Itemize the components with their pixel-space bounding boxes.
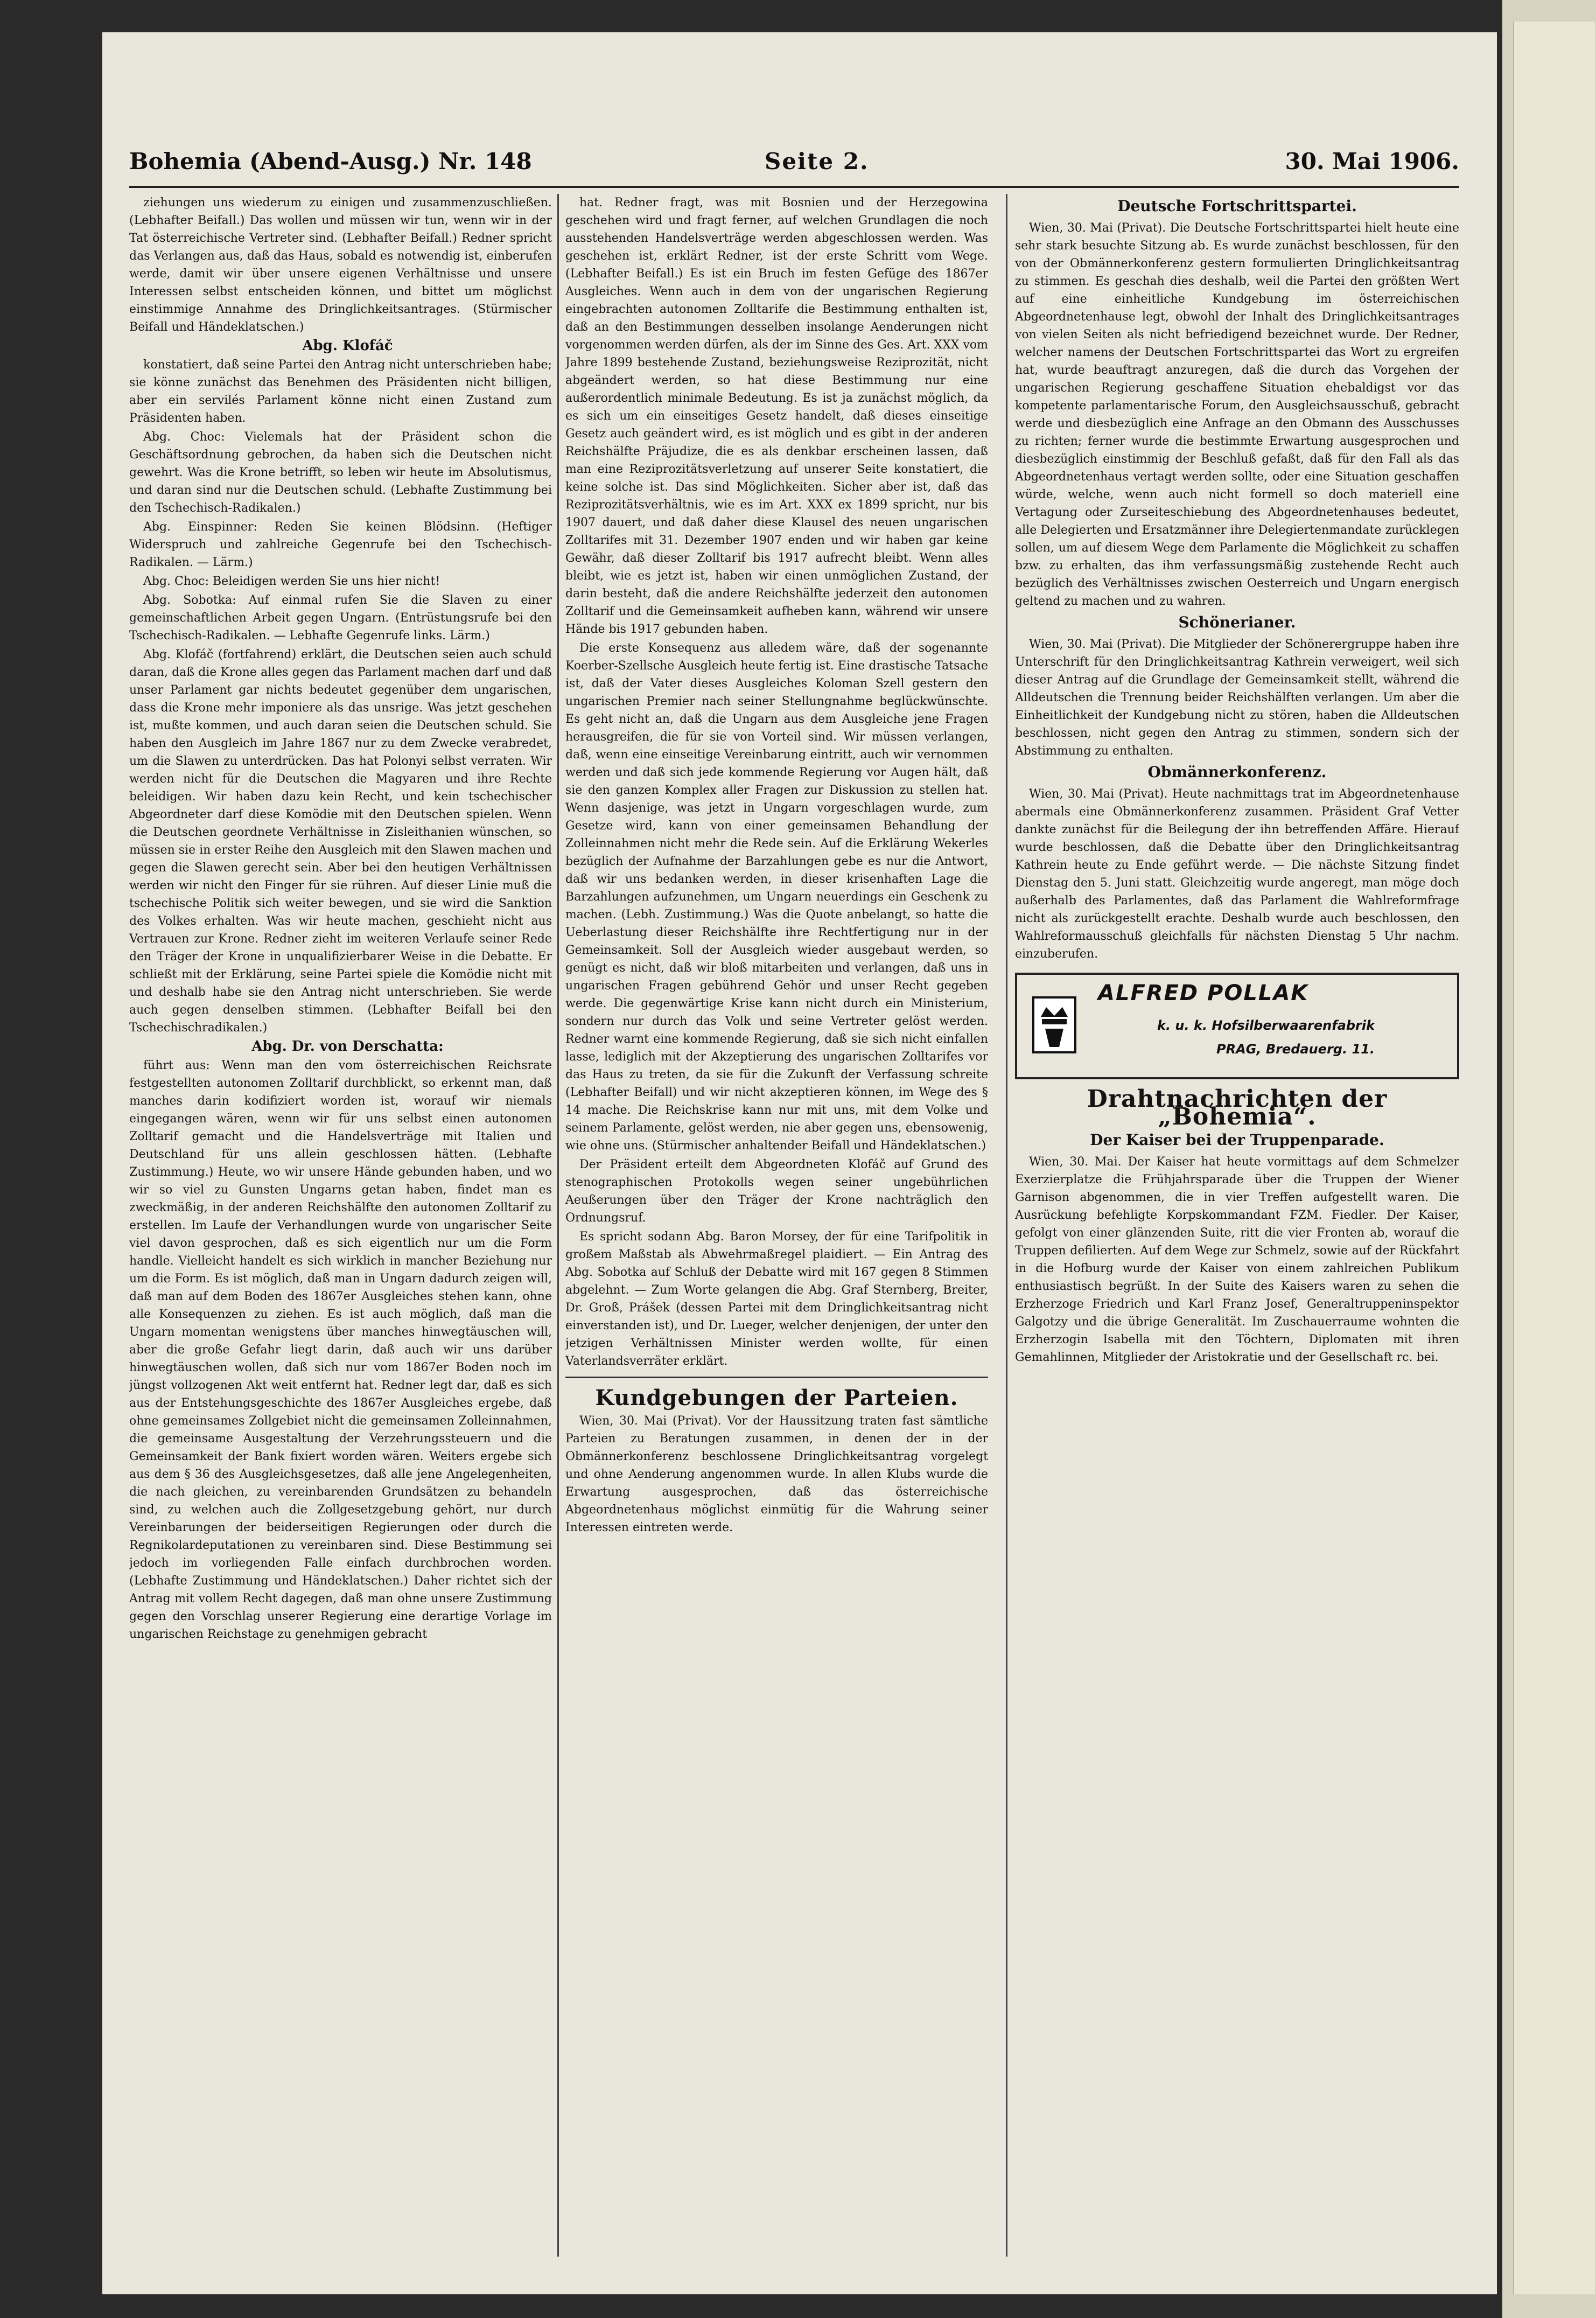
paragraph: ziehungen uns wiederum zu einigen und zusammenzuschließen. (Lebhafter Beifall.) Das wollen und müssen wir tun, wenn wir in der Tat österreichische Vertreter sind. (Lebhafter Beifall.) Redner spricht das Verlangen aus, daß das Haus, sobald es notwendig ist, einberufen werde, damit wir über unsere eigenen Verhältnisse und unsere Interessen selbst entscheiden können, und bittet um möglichst einstimmige Annahme des Dringlichkeitsantrages. (Stürmischer Beifall und Händeklatschen.) bbox=[129, 196, 552, 334]
paragraph: Wien, 30. Mai. Der Kaiser hat heute vormittags auf dem Schmelzer Exerzierplatze die Frühjahrsparade über die Truppen der Wiener Garnison abgenommen, die in vier Treffen aufgestellt waren. Die Ausrückung befehligte Korpskommandant FZM. Fiedler. Der Kaiser, gefolgt von einer glänzenden Suite, ritt die vier Fronten ab, worauf die Truppen defilierten. Auf dem Wege zur Schmelz, sowie auf der Rückfahrt in die Hofburg wurde der Kaiser von einem zahlreichen Publikum enthusiastisch begrüßt. In der Suite des Kaisers waren zu sehen die Erzherzoge Friedrich und Karl Franz Josef, Generaltruppeninspektor Galgotzy und die übrige Generalität. Im Zuschauerraume wohnten die Erzherzogin Isabella mit den Töchtern, Diplomaten mit ihren Gemahlinnen, Mitglieder der Aristokratie und der Gesellschaft rc. bei. bbox=[1015, 1155, 1459, 1364]
speaker-heading: Abg. Dr. von Derschatta: bbox=[251, 1038, 444, 1055]
header-date: 30. Mai 1906. bbox=[1285, 148, 1459, 174]
column-1 bbox=[129, 194, 552, 2257]
paragraph: hat. Redner fragt, was mit Bosnien und der Herzegowina geschehen wird und fragt ferner, auf welchen Grundlagen die noch ausstehenden Handelsverträge werden abgeschlossen werden. Was geschehen ist, erklärt Redner, ist der erste Schritt vom Wege. (Lebhafter Beifall.) Es ist ein Bruch im festen Gefüge des 1867er Ausgleiches. Wenn auch in dem von der ungarischen Regierung eingebrachten autonomen Zolltarife die Bestimmung enthalten ist, daß an den Bestimmungen desselben insolange Aenderungen nicht vorgenommen werden dürfen, als der im Sinne des Ges. Art. XXX vom Jahre 1899 bestehende Zustand, beziehungsweise Reziprozität, nicht abgeändert werden, so hat diese Bestimmung nur eine außerordentlich minimale Bedeutung. Es ist ja zunächst möglich, da es sich um ein einseitiges Gesetz handelt, daß dieses einseitige Gesetz auch geändert wird, es ist möglich und es gibt in der anderen Reichshälfte Präjudize, die es als denkbar erscheinen lassen, daß man eine Reziprozitätsverletzung auf unserer Seite konstatiert, die keine solche ist. Das sind Möglichkeiten. Sicher aber ist, daß das Reziprozitätsverhältnis, wie es im Art. XXX ex 1899 spricht, nur bis 1907 dauert, und daß daher diese Klausel des neuen ungarischen Zolltarifes mit 31. Dezember 1907 enden und wir haben gar keine Gewähr, daß dieser Zolltarif bis 1917 aufrecht bleibt. Wenn alles bleibt, wie es jetzt ist, haben wir einen unmöglichen Zustand, der darin besteht, daß die andere Reichshälfte jederzeit den autonomen Zolltarif und die Gemeinsamkeit aufheben kann, während wir unsere Hände bis 1917 gebunden haben. bbox=[565, 196, 988, 636]
column-separator bbox=[557, 194, 559, 2257]
header-issue: Bohemia (Abend-Ausg.) Nr. 148 bbox=[129, 148, 532, 174]
article-heading-truppenparade: Der Kaiser bei der Truppenparade. bbox=[1090, 1131, 1384, 1149]
paragraph: Wien, 30. Mai (Privat). Die Deutsche Fortschrittspartei hielt heute eine sehr stark besuchte Sitzung ab. Es wurde zunächst beschlossen, für den von der Obmännerkonferenz gestern formulierten Dringlichkeitsantrag zu stimmen. Es geschah dies deshalb, weil die Partei den größten Wert auf eine einheitliche Kundgebung im österreichischen Abgeordnetenhause legt, obwohl der Inhalt des Dringlichkeitsantrages von vielen Seiten als nicht befriedigend bezeichnet wurde. Der Redner, welcher namens der Deutschen Fortschrittspartei das Wort zu ergreifen hat, wurde beauftragt anzuregen, daß die durch das Vorgehen der ungarischen Regierung geschaffene Situation ehebaldigst vor das kompetente parlamentarische Forum, den Ausgleichsausschuß, gebracht werde und diesbezüglich eine Anfrage an den Obmann des Ausschusses zu richten; ferner wurde die bestimmte Erwartung ausgesprochen und diesbezüglich einstimmig der Beschluß gefaßt, daß für den Fall als das Abgeordnetenhaus vertagt werden sollte, oder eine Situation geschaffen würde, welche, wenn auch nicht formell so doch materiell eine Vertagung oder Zurseiteschiebung des Abgeordnetenhauses bedeutet, alle Delegierten und Ersatzmänner ihre Delegiertenmandate zurücklegen sollen, um auf diesem Wege dem Parlamente die Möglichkeit zu schaffen bzw. zu erhalten, das ihm verfassungsmäßig zustehende Recht auch bezüglich des Verhältnisses zwischen Oesterreich und Ungarn energisch geltend zu machen und zu wahren. bbox=[1015, 221, 1459, 608]
column-2 bbox=[565, 194, 988, 2257]
paragraph: Wien, 30. Mai (Privat). Die Mitglieder der Schönerergruppe haben ihre Unterschrift für den Dringlichkeitsantrag Kathrein verweigert, weil sich dieser Antrag auf die Grundlage der Gemeinsamkeit stellt, während die Alldeutschen die Trennung beider Reichshälften verlangen. Um aber die Einheitlichkeit der Kundgebung nicht zu stören, haben die Alldeutschen beschlossen, nicht gegen den Antrag zu stimmen, sondern sich der Abstimmung zu enthalten. bbox=[1015, 638, 1459, 758]
paragraph: Die erste Konsequenz aus alledem wäre, daß der sogenannte Koerber-Szellsche Ausgleich heute fertig ist. Eine drastische Tatsache ist, daß der Vater dieses Ausgleiches Koloman Szell gestern den ungarischen Premier nach seiner Stellungnahme beglückwünschte. Es geht nicht an, daß die Ungarn aus dem Ausgleiche jene Fragen herausgreifen, die für sie von Vorteil sind. Wir müssen verlangen, daß, wenn eine einseitige Vereinbarung eintritt, auch wir vernommen werden und daß sich jede kommende Regierung vor Augen hält, daß sie den ganzen Komplex aller Fragen zur Diskussion zu stellen hat. Wenn dasjenige, was jetzt in Ungarn vorgeschlagen wurde, zum Gesetze wird, kann von einer gemeinsamen Behandlung der Zolleinnahmen nicht mehr die Rede sein. Auf die Erklärung Wekerles bezüglich der Aufnahme der Barzahlungen gebe es nur die Antwort, daß wir uns bedanken werden, in dieser krisenhaften Lage die Barzahlungen aufzunehmen, um Ungarn neuerdings ein Geschenk zu machen. (Lebh. Zustimmung.) Was die Quote anbelangt, so hatte die Ueberlastung dieser Reichshälfte ihre Rechtfertigung nur in der Gemeinsamkeit. Soll der Ausgleich wieder ausgebaut werden, so genügt es nicht, daß wir bloß mitarbeiten und verlangen, daß uns in ungarischen Fragen gebührend Gehör und unser Recht gegeben werde. Die gegenwärtige Krise kann nicht durch ein Ministerium, sondern nur durch das Volk und seine Vertreter gelöst werden. Redner warnt eine kommende Regierung, daß sie sich nicht einfallen lasse, lediglich mit der Akzeptierung des ungarischen Zolltarifes vor das Haus zu treten, da sie für die Zukunft der Verfassung schreite (Lebhafter Beifall) und wir nicht akzeptieren können, im Wege des § 14 mache. Die Reichskrise kann nur mit uns, mit dem Volke und seinem Parlamente, gelöst werden, nie aber gegen uns, ebensowenig, wie ohne uns. (Stürmischer anhaltender Beifall und Händeklatschen.) bbox=[565, 641, 988, 1153]
paragraph: Es spricht sodann Abg. Baron Morsey, der für eine Tarifpolitik in großem Maßstab als Abwehrmaßregel plaidiert. — Ein Antrag des Abg. Sobotka auf Schluß der Debatte wird mit 167 gegen 8 Stimmen abgelehnt. — Zum Worte gelangen die Abg. Graf Sternberg, Breiter, Dr. Groß, Prášek (dessen Partei mit dem Dringlichkeitsantrag nicht einverstanden ist), und Dr. Lueger, welcher denjenigen, der unter den jetzigen Verhältnissen Minister werden wollte, für einen Vaterlandsverräter erklärt. bbox=[565, 1230, 988, 1368]
paragraph: führt aus: Wenn man den vom österreichischen Reichsrate festgestellten autonomen Zolltarif durchblickt, so erkennt man, daß manches darin kodifiziert worden ist, worauf wir niemals eingegangen wären, wenn wir für uns selbst einen autonomen Zolltarif gemacht und die Handelsverträge mit Italien und Deutschland für uns allein geschlossen hätten. (Lebhafte Zustimmung.) Heute, wo wir unsere Hände gebunden haben, und wo wir so viel zu Gunsten Ungarns getan haben, findet man es zweckmäßig, in der anderen Reichshälfte den autonomen Zolltarif zu erstellen. Im Laufe der Verhandlungen wurde von ungarischer Seite viel davon gesprochen, daß es sich eigentlich nur um die Form handle. Vielleicht handelt es sich wirklich in mancher Beziehung nur um die Form. Es ist möglich, daß man in Ungarn dadurch zeigen will, daß man auf dem Boden des 1867er Ausgleiches stehen kann, ohne alle Konsequenzen zu ziehen. Es ist auch möglich, daß man die Ungarn momentan wenigstens über manches hinwegtäuschen will, aber die große Gefahr liegt darin, daß auch wir uns darüber hinwegtäuschen wollen, daß sich nur vom 1867er Boden noch im jüngst vollzogenen Akt weit entfernt hat. Redner legt dar, daß es sich aus der Entstehungsgeschichte des 1867er Ausgleiches ergebe, daß ohne gemeinsames Zollgebiet nicht die gemeinsamen Zolleinnahmen, die gemeinsame Ausgestaltung der Verzehrungssteuern und die Gemeinsamkeit der Bank fixiert worden wären. Weiters ergebe sich aus dem § 36 des Ausgleichsgesetzes, daß alle jene Angelegenheiten, die nach gleichen, zu vereinbarenden Grundsätzen zu behandeln sind, zu welchen auch die Zollgesetzgebung gehört, nur durch Vereinbarungen der beiderseitigen Regierungen oder durch die Regnikolardeputationen zu vereinbaren sind. Diese Bestimmung sei jedoch im vorliegenden Falle einfach durchbrochen worden. (Lebhafte Zustimmung und Händeklatschen.) Daher richtet sich der Antrag mit vollem Recht dagegen, daß man ohne unsere Zustimmung gegen den Vorschlag unserer Regierung eine derartige Vorlage im ungarischen Reichstage zu genehmigen gebracht bbox=[129, 1059, 552, 1641]
section-rule bbox=[565, 1377, 988, 1378]
paragraph: Wien, 30. Mai (Privat). Vor der Haussitzung traten fast sämtliche Parteien zu Beratungen zusammen, in denen der in der Obmännerkonferenz beschlossene Dringlichkeitsantrag vorgelegt und ohne Aenderung angenommen wurde. In allen Klubs wurde die Erwartung ausgesprochen, daß das österreichische Abgeordnetenhaus möglichst einmütig für die Wahrung seiner Interessen eintreten werde. bbox=[565, 1414, 988, 1534]
paragraph: Abg. Choc: Vielemals hat der Präsident schon die Geschäftsordnung gebrochen, da haben sich die Deutschen nicht gewehrt. Was die Krone betrifft, so leben wir heute im Absolutismus, und daran sind nur die Deutschen schuld. (Lebhafte Zustimmung bei den Tschechisch-Radikalen.) bbox=[129, 430, 552, 515]
page-header bbox=[129, 148, 1459, 186]
column-3 bbox=[1015, 194, 1459, 2257]
ad-company-address: PRAG, Bredauerg. 11. bbox=[1216, 1042, 1375, 1057]
paragraph: Abg. Sobotka: Auf einmal rufen Sie die Slaven zu einer gemeinschaftlichen Arbeit gegen Ungarn. (Entrüstungsrufe bei den Tschechisch-Radikalen. — Lebhafte Gegenrufe links. Lärm.) bbox=[129, 594, 552, 643]
section-heading-kundgebungen: Kundgebungen der Parteien. bbox=[595, 1385, 958, 1411]
ad-company-name: ALFRED POLLAK bbox=[1098, 981, 1309, 1006]
ad-company-subtitle: k. u. k. Hofsilberwaarenfabrik bbox=[1157, 1018, 1375, 1033]
paragraph: Abg. Choc: Beleidigen werden Sie uns hier nicht! bbox=[143, 575, 440, 588]
section-heading-fortschrittspartei: Deutsche Fortschrittspartei. bbox=[1117, 197, 1357, 215]
section-heading-drahtnachrichten: Drahtnachrichten der „Bohemia“. bbox=[1087, 1085, 1388, 1130]
crown-logo-icon bbox=[1031, 995, 1077, 1055]
speaker-heading: Abg. Klofáč bbox=[302, 338, 393, 354]
advertisement-pollak bbox=[1015, 973, 1459, 1079]
header-page-number: Seite 2. bbox=[765, 148, 869, 174]
paragraph: konstatiert, daß seine Partei den Antrag nicht unterschrieben habe; sie könne zunächst das Benehmen des Präsidenten nicht billigen, aber ein servilés Parlament könne nicht einen Zustand zum Präsidenten haben. bbox=[129, 358, 552, 425]
section-heading-schoenerianer: Schönerianer. bbox=[1178, 613, 1296, 631]
header-rule bbox=[129, 186, 1459, 188]
paragraph: Abg. Klofáč (fortfahrend) erklärt, die Deutschen seien auch schuld daran, daß die Krone alles gegen das Parlament machen darf und daß unser Parlament gar nichts bedeutet gegenüber dem ungarischen, dass die Krone mehr imponiere als das unsrige. Was jetzt geschehen ist, mußte kommen, und auch daran seien die Deutschen schuld. Sie haben den Ausgleich im Jahre 1867 nur zu dem Zwecke verabredet, um die Slawen zu unterdrücken. Das hat Polonyi selbst verraten. Wir werden nicht für die Deutschen die Magyaren und ihre Rechte beleidigen. Wir haben dazu kein Recht, und kein tschechischer Abgeordneter darf diese Komödie mit den Deutschen spielen. Wenn die Deutschen geordnete Verhältnisse in Zisleithanien wünschen, so müssen sie in erster Reihe den Ausgleich mit den Slawen machen und gegen die Slawen gerecht sein. Aber bei den heutigen Verhältnissen werden wir nicht den Finger für sie rühren. Auf dieser Linie muß die tschechische Politik sich weiter bewegen, und sie wird die Sanktion des Volkes erhalten. Was wir heute machen, geschieht nicht aus Vertrauen zur Krone. Redner zieht im weiteren Verlaufe seiner Rede den Träger der Krone in unqualifizierbarer Weise in die Debatte. Er schließt mit der Erklärung, seine Partei spiele die Komödie nicht mit und deshalb habe sie den Antrag nicht unterschrieben. Sie werde auch gegen denselben stimmen. (Lebhafter Beifall bei den Tschechischradikalen.) bbox=[129, 648, 552, 1035]
newspaper-page bbox=[102, 32, 1497, 2294]
paragraph: Abg. Einspinner: Reden Sie keinen Blödsinn. (Heftiger Widerspruch und zahlreiche Gegenrufe bei den Tschechisch-Radikalen. — Lärm.) bbox=[129, 520, 552, 569]
section-heading-obmaennerkonferenz: Obmännerkonferenz. bbox=[1147, 763, 1327, 781]
adjacent-page-edge bbox=[1502, 0, 1596, 2318]
paragraph: Wien, 30. Mai (Privat). Heute nachmittags trat im Abgeordnetenhause abermals eine Obmännerkonferenz zusammen. Präsident Graf Vetter dankte zunächst für die Beilegung der ihn betreffenden Affäre. Hierauf wurde beschlossen, daß die Debatte über den Dringlichkeitsantrag Kathrein heute zu Ende geführt werde. — Die nächste Sitzung findet Dienstag den 5. Juni statt. Gleichzeitig wurde angeregt, man möge doch außerhalb des Parlamentes, daß das Parlament die Wahlreformfrage nicht als zurückgestellt erachte. Deshalb wurde auch beschlossen, den Wahlreformausschuß gleichfalls für nächsten Dienstag 5 Uhr nachm. einzuberufen. bbox=[1015, 787, 1459, 961]
column-separator bbox=[1006, 194, 1007, 2257]
paragraph: Der Präsident erteilt dem Abgeordneten Klofáč auf Grund des stenographischen Protokolls wegen seiner ungebührlichen Aeußerungen über den Träger der Krone nachträglich den Ordnungsruf. bbox=[565, 1158, 988, 1225]
